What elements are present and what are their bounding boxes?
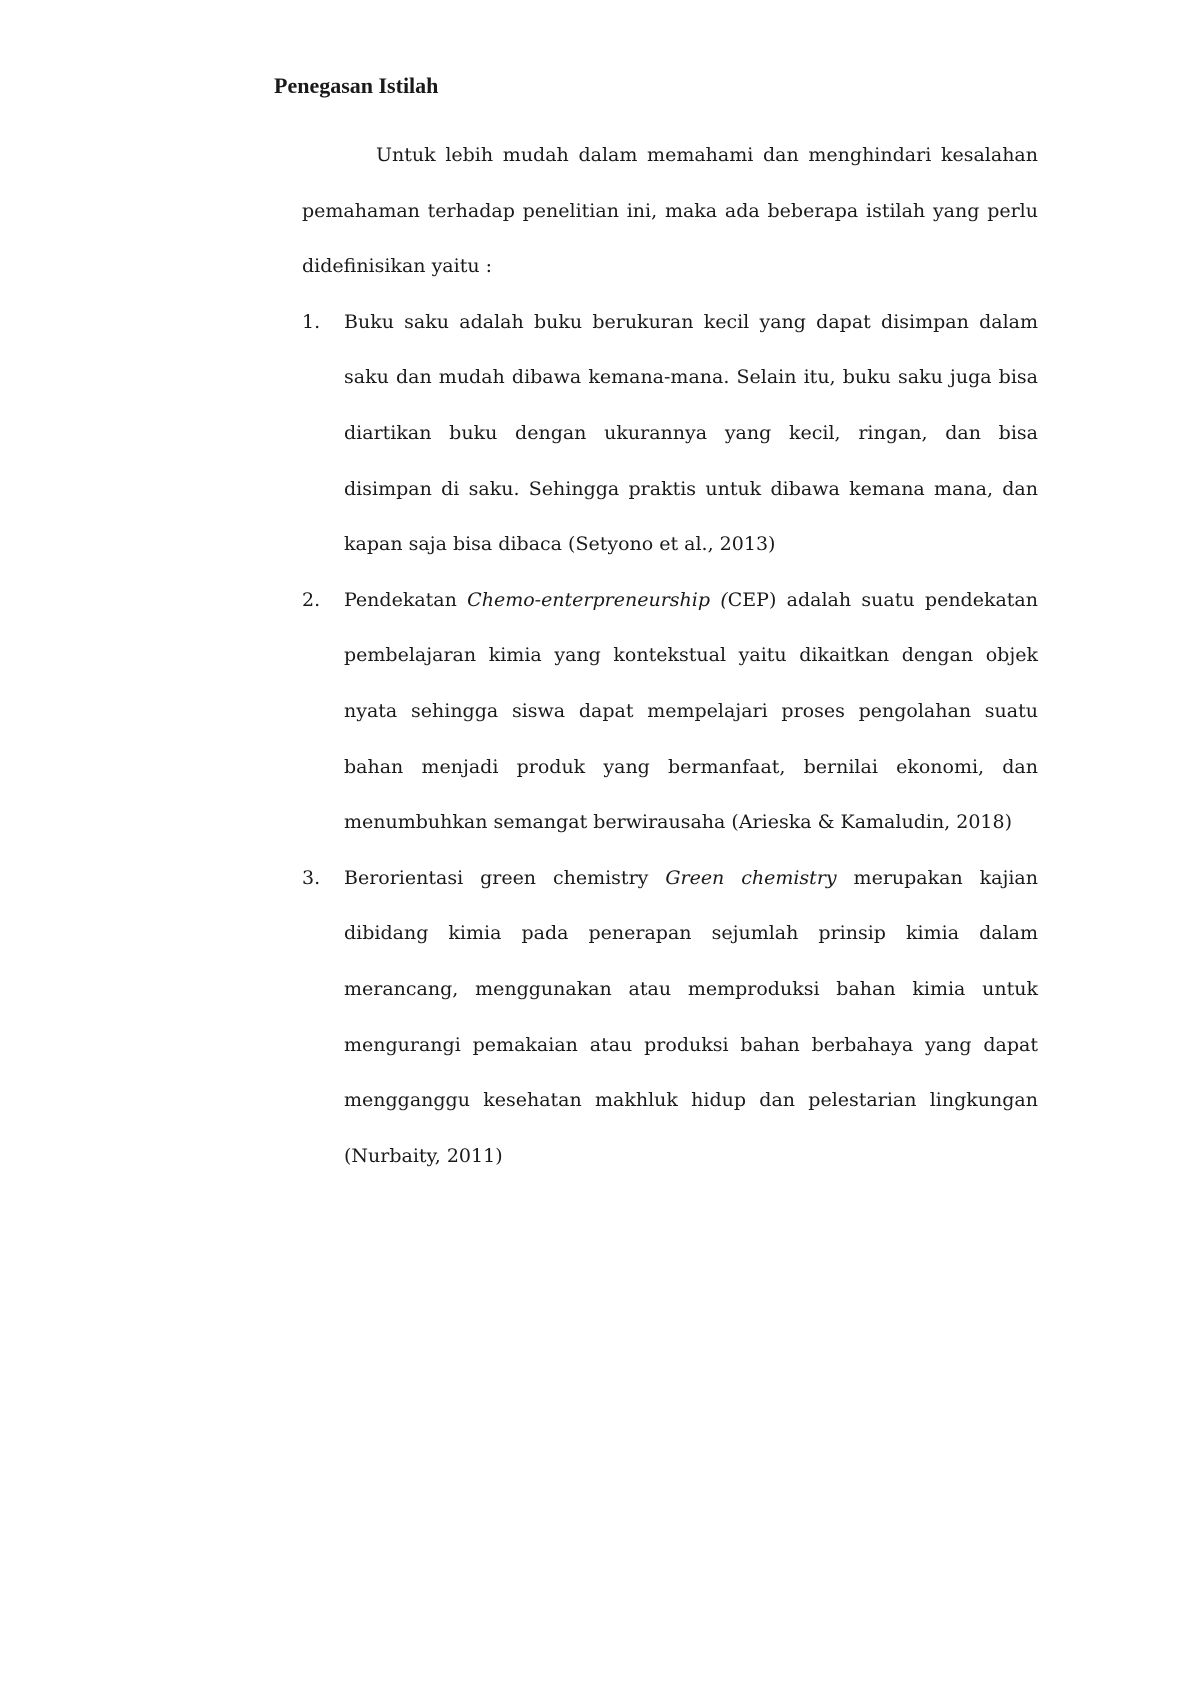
definition-text [344, 867, 1038, 1167]
definition-item-1 [302, 295, 1038, 573]
definition-text-end: CEP) adalah suatu pendekatan pembelajaran kimia yang kontekstual yaitu dikaitkan dengan objek nyata sehingga siswa dapat mempelajari proses pengolahan suatu bahan menjadi produk yang bermanfaat, bernilai ekonomi, dan menumbuhkan semangat berwirausaha (Arieska & Kamaludin, 2018) [344, 588, 1038, 834]
definition-item-3 [302, 851, 1038, 1185]
list-number: 1. [302, 310, 321, 333]
definition-term-italic: Green chemistry [665, 866, 837, 889]
definition-text-start: Pendekatan [344, 588, 468, 611]
definition-item-2 [302, 573, 1038, 851]
definition-text-end: merupakan kajian dibidang kimia pada penerapan sejumlah prinsip kimia dalam merancang, menggunakan atau memproduksi bahan kimia untuk mengurangi pemakaian atau produksi bahan berbahaya yang dapat mengganggu kesehatan makhluk hidup dan pelestarian lingkungan (Nurbaity, 2011) [344, 866, 1038, 1167]
intro-paragraph: Untuk lebih mudah dalam memahami dan menghindari kesalahan pemahaman terhadap penelitian ini, maka ada beberapa istilah yang perlu didefinisikan yaitu : [302, 144, 1038, 278]
list-number: 2. [302, 588, 321, 611]
list-number: 3. [302, 866, 321, 889]
definition-term-italic: Chemo-enterpreneurship ( [467, 588, 728, 611]
definition-text-start: Berorientasi green chemistry [344, 866, 666, 889]
definition-list [302, 295, 1038, 1185]
section-heading: Penegasan Istilah [274, 73, 439, 98]
definition-text: Buku saku adalah buku berukuran kecil yang dapat disimpan dalam saku dan mudah dibawa kemana-mana. Selain itu, buku saku juga bisa diartikan buku dengan ukurannya yang kecil, ringan, dan bisa disimpan di saku. Sehingga praktis untuk dibawa kemana mana, dan kapan saja bisa dibaca (Setyono et al., 2013) [344, 310, 1038, 556]
section-body [302, 128, 1038, 1184]
definition-text [344, 589, 1038, 833]
